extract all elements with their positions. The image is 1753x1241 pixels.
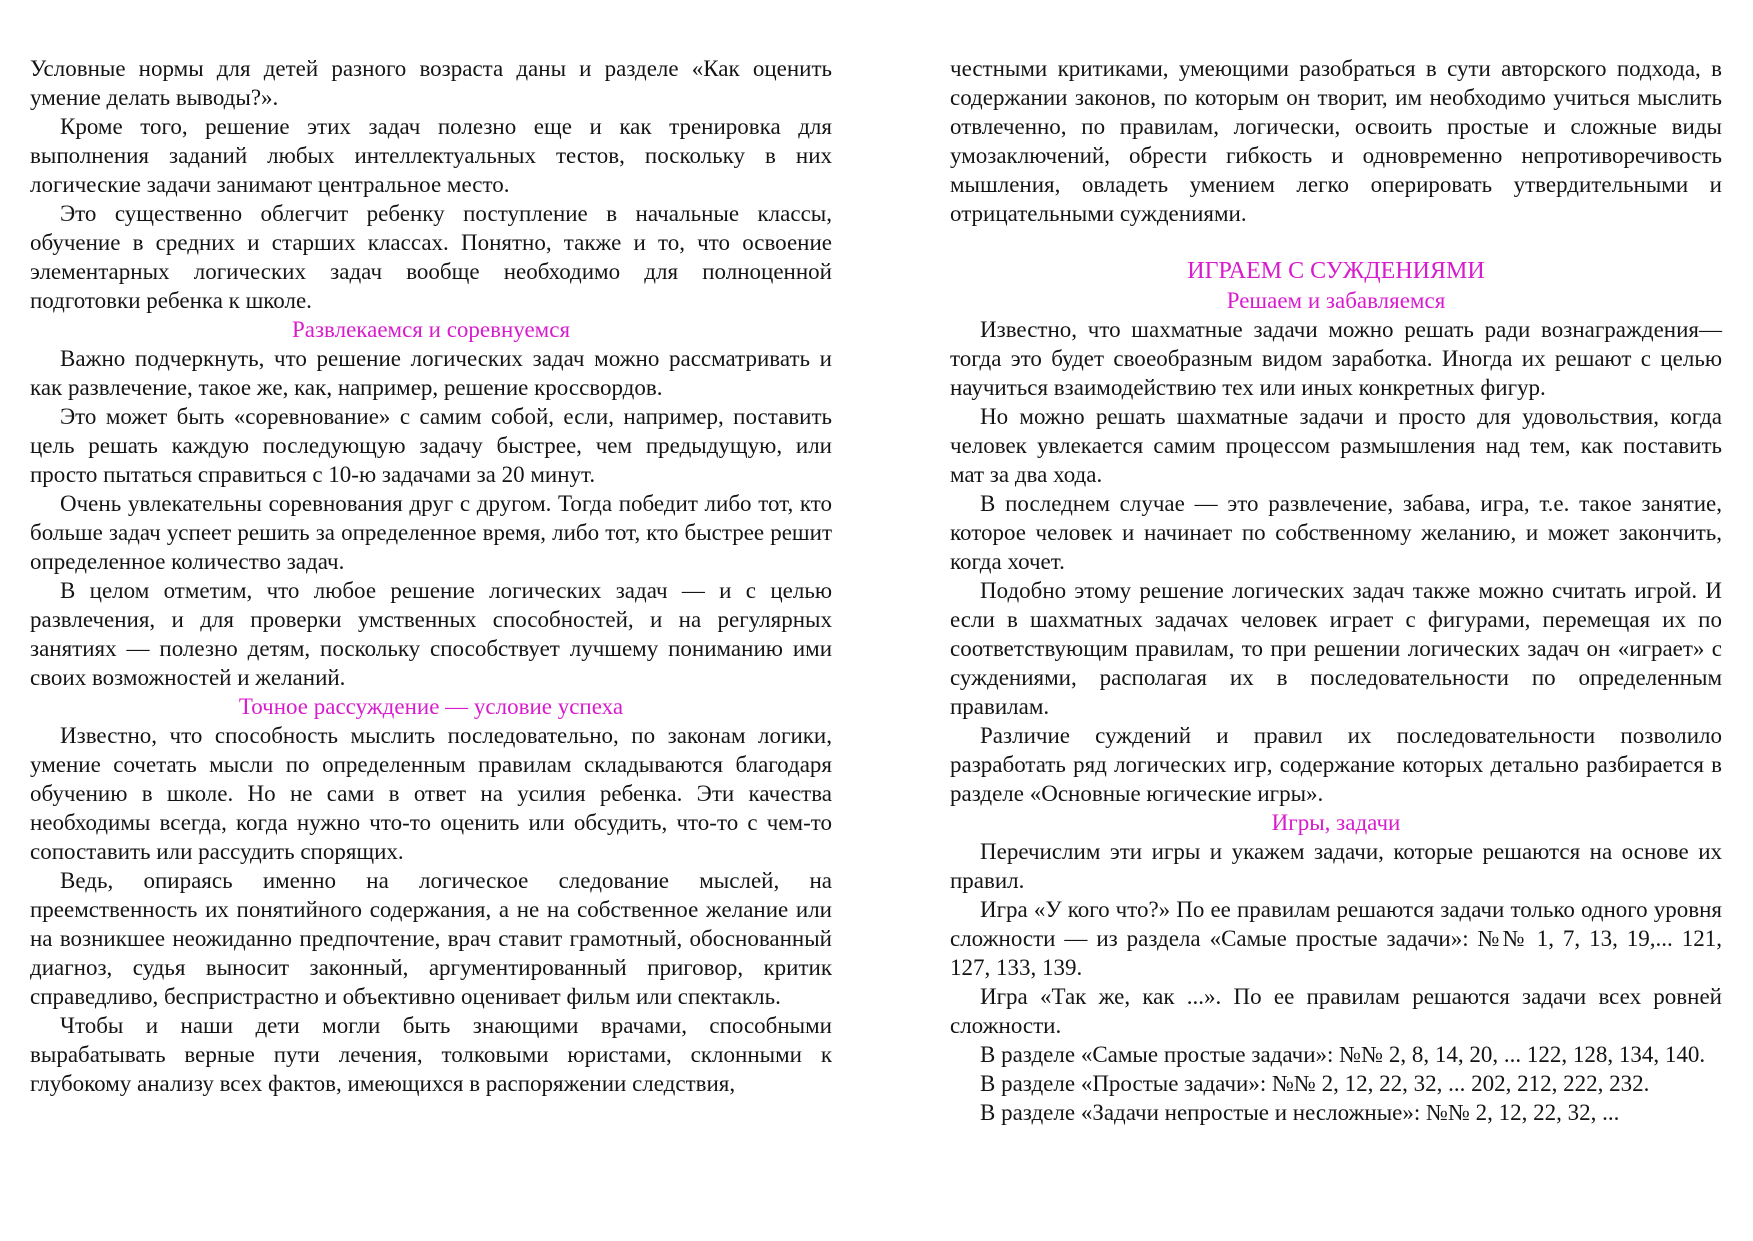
section-heading-solve-and-play: Решаем и забавляемся (1226, 288, 1446, 313)
paragraph: В разделе «Самые простые задачи»: №№ 2, 8, 14, 20, ... 122, 128, 134, 140. (980, 1042, 1706, 1067)
paragraph: Различие суждений и правил их последовательности позволило разработать ряд логических игр, содержание которых детально разбирается в разделе «Основные югические игры». (950, 723, 1722, 806)
paragraph: Это может быть «соревнование» с самим собой, если, например, поставить цель решать каждую последующую задачу быстрее, чем предыдущую, или просто пытаться справиться с 10-ю задачами за 20 минут. (30, 404, 832, 487)
paragraph: В разделе «Задачи непростые и несложные»: №№ 2, 12, 22, 32, ... (980, 1100, 1620, 1125)
paragraph: Известно, что шахматные задачи можно решать ради вознаграждения— тогда это будет своеобразным видом заработка. Иногда их решают с целью научиться взаимодействию тех или иных конкретных фигур. (950, 317, 1722, 400)
paragraph: Игра «У кого что?» По ее правилам решаются задачи только одного уровня сложности — из раздела «Самые простые задачи»: №№ 1, 7, 13, 19,... 121, 127, 133, 139. (950, 897, 1722, 980)
paragraph: Известно, что способность мыслить последовательно, по законам логики, умение сочетать мысли по определенным правилам складываются благодаря обучению в школе. Но не сами в ответ на усилия ребенка. Эти качества необходимы всегда, когда нужно что-то оценить или обсудить, что-то с чем-то сопоставить или рассудить спорящих. (30, 723, 832, 864)
paragraph: Игра «Так же, как ...». По ее правилам решаются задачи всех ровней сложности. (950, 984, 1722, 1038)
paragraph: Очень увлекательны соревнования друг с другом. Тогда победит либо тот, кто больше задач успеет решить за определенное время, либо тот, кто быстрее решит определенное количество задач. (30, 491, 832, 574)
paragraph: честными критиками, умеющими разобраться в сути авторского подхода, в содержании законов, по которым он творит, им необходимо учиться мыслить отвлеченно, по правилам, логически, освоить простые и сложные виды умозаключений, обрести гибкость и одновременно непротиворечивость мышления, овладеть умением легко оперировать утвердительными и отрицательными суждениями. (950, 56, 1722, 226)
paragraph: Ведь, опираясь именно на логическое следование мыслей, на преемственность их понятийного содержания, а не на собственное желание или на возникшее неожиданно предпочтение, врач ставит грамотный, обоснованный диагноз, судья выносит законный, аргументированный приговор, критик справедливо, беспристрастно и объективно оценивает фильм или спектакль. (30, 868, 832, 1009)
left-page (30, 54, 832, 1098)
paragraph: Подобно этому решение логических задач также можно считать игрой. И если в шахматных задачах человек играет с фигурами, перемещая их по соответствующим правилам, то при решении логических задач он «играет» с суждениями, располагая их в последовательности по определенным правилам. (950, 578, 1722, 719)
paragraph: Важно подчеркнуть, что решение логических задач можно рассматривать и как развлечение, такое же, как, например, решение кроссвордов. (30, 346, 832, 400)
paragraph: Но можно решать шахматные задачи и просто для удовольствия, когда человек увлекается самим процессом размышления над тем, как поставить мат за два хода. (950, 404, 1722, 487)
paragraph: Условные нормы для детей разного возраста даны и разделе «Как оценить умение делать выводы?». (30, 56, 832, 110)
paragraph: В разделе «Простые задачи»: №№ 2, 12, 22, 32, ... 202, 212, 222, 232. (980, 1071, 1650, 1096)
paragraph: В последнем случае — это развлечение, забава, игра, т.е. такое занятие, которое человек и начинает по собственному желанию, и может закончить, когда хочет. (950, 491, 1722, 574)
section-heading-entertainment: Развлекаемся и соревнуемся (291, 317, 571, 342)
paragraph: Перечислим эти игры и укажем задачи, которые решаются на основе их правил. (950, 839, 1722, 893)
chapter-heading: ИГРАЕМ С СУЖДЕНИЯМИ (1187, 258, 1485, 284)
paragraph: Чтобы и наши дети могли быть знающими врачами, способными вырабатывать верные пути лечения, толковыми юристами, склонными к глубокому анализу всех фактов, имеющихся в распоряжении следствия, (30, 1013, 832, 1096)
section-heading-games-tasks: Игры, задачи (1271, 810, 1401, 835)
paragraph: Это существенно облегчит ребенку поступление в начальные классы, обучение в средних и старших классах. Понятно, также и то, что освоение элементарных логических задач вообще необходимо для полноценной подготовки ребенка к школе. (30, 201, 832, 313)
right-page (950, 54, 1722, 1127)
paragraph: В целом отметим, что любое решение логических задач — и с целью развлечения, и для проверки умственных способностей, и на регулярных занятиях — полезно детям, поскольку способствует лучшему пониманию ими своих возможностей и желаний. (30, 578, 832, 690)
section-heading-precise-reasoning: Точное рассуждение — условие успеха (238, 694, 624, 719)
paragraph: Кроме того, решение этих задач полезно еще и как тренировка для выполнения заданий любых интеллектуальных тестов, поскольку в них логические задачи занимают центральное место. (30, 114, 832, 197)
